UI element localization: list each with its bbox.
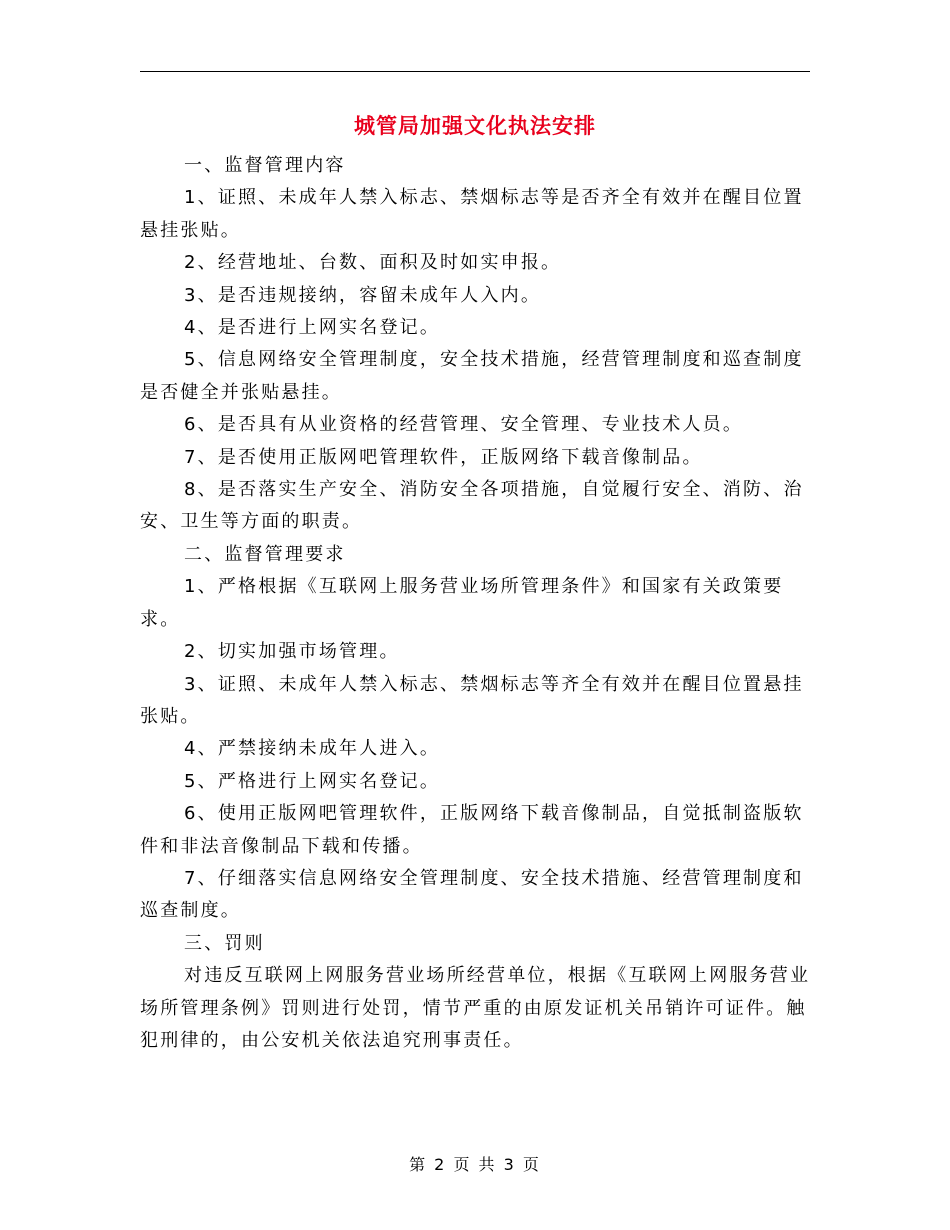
footer-middle: 页 共 (453, 1155, 497, 1174)
section-heading-2: 二、监督管理要求 (184, 543, 346, 565)
document-title: 城管局加强文化执法安排 (354, 113, 596, 138)
section-heading-1: 一、监督管理内容 (184, 155, 346, 176)
paragraph: 6、是否具有从业资格的经营管理、安全管理、专业技术人员。 (184, 414, 744, 436)
header-rule (140, 71, 810, 72)
paragraph: 5、严格进行上网实名登记。 (184, 770, 441, 792)
paragraph: 6、使用正版网吧管理软件，正版网络下载音像制品，自觉抵制盗版软件和非法音像制品下载和传播。 (140, 803, 804, 857)
paragraph: 对违反互联网上网服务营业场所经营单位，根据《互联网上网服务营业场所管理条例》罚则进行处罚，情节严重的由原发证机关吊销许可证件。触犯刑律的，由公安机关依法追究刑事责任。 (140, 965, 811, 1051)
paragraph: 3、是否违规接纳，容留未成年人入内。 (184, 284, 542, 306)
paragraph: 1、证照、未成年人禁入标志、禁烟标志等是否齐全有效并在醒目位置悬挂张贴。 (140, 187, 804, 241)
footer-prefix: 第 (409, 1155, 428, 1174)
paragraph: 4、是否进行上网实名登记。 (184, 317, 441, 339)
paragraph: 1、严格根据《互联网上服务营业场所管理条件》和国家有关政策要求。 (140, 576, 784, 630)
footer-total-pages: 3 (503, 1155, 516, 1174)
paragraph: 7、是否使用正版网吧管理软件，正版网络下载音像制品。 (184, 446, 703, 468)
document-body (140, 150, 812, 1057)
page-footer (0, 1153, 950, 1177)
paragraph: 8、是否落实生产安全、消防安全各项措施，自觉履行安全、消防、治安、卫生等方面的职责。 (140, 479, 804, 533)
paragraph: 2、经营地址、台数、面积及时如实申报。 (184, 252, 562, 274)
section-heading-3: 三、罚则 (184, 932, 265, 954)
paragraph: 7、仔细落实信息网络安全管理制度、安全技术措施、经营管理制度和巡查制度。 (140, 867, 804, 922)
paragraph: 4、严禁接纳未成年人进入。 (184, 738, 441, 760)
paragraph: 2、切实加强市场管理。 (184, 641, 400, 663)
footer-suffix: 页 (522, 1155, 541, 1174)
paragraph: 3、证照、未成年人禁入标志、禁烟标志等齐全有效并在醒目位置悬挂张贴。 (140, 673, 804, 727)
paragraph: 5、信息网络安全管理制度，安全技术措施，经营管理制度和巡查制度是否健全并张贴悬挂。 (140, 349, 804, 403)
footer-page-number: 2 (434, 1155, 447, 1174)
